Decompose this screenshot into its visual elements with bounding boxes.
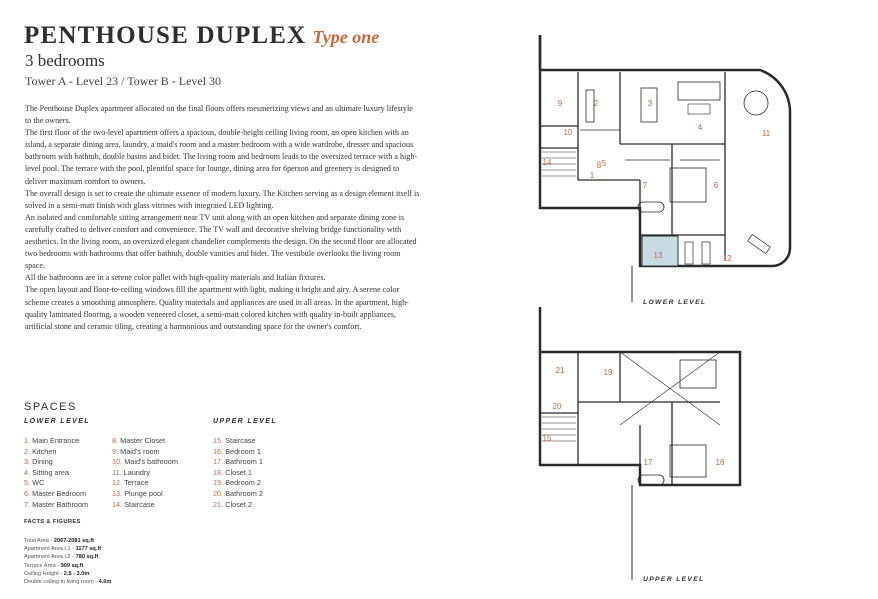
list-item: 18. Closet 1 bbox=[213, 467, 252, 477]
upper-level-list bbox=[213, 436, 263, 510]
room-13: 13 bbox=[653, 251, 663, 260]
fact-item: Ceiling Height - 2.5 - 3.0m bbox=[24, 570, 90, 577]
room-19: 19 bbox=[603, 368, 613, 377]
room-5: 5 bbox=[601, 159, 607, 168]
description bbox=[25, 103, 420, 333]
lower-level-label: LOWER LEVEL bbox=[643, 299, 707, 306]
list-item: 15. Staircase bbox=[213, 436, 256, 445]
list-item: 3. Dining bbox=[24, 457, 53, 467]
facts-title: FACTS & FIGURES bbox=[24, 519, 81, 525]
description-paragraph: The first floor of the two-level apartment offers a spacious, double-height ceiling living room, an open kitchen with an island, a separate dining area, laundry, a maid's room and a master bedroom with a wide wardrobe, dresser and spacious bathroom with bathtub, double basins and bidet. The living room and bedroom leads to the oversized terrace with a high-level pool. The terrace with the pool, plentiful space for lounge, dining area for 6person and greenery is designed to deliver maximum comfort to owners. bbox=[25, 128, 418, 186]
fact-item: Apartment Area L2 - 780 sq.ft bbox=[24, 554, 99, 561]
upper-level-heading: UPPER LEVEL bbox=[213, 418, 278, 425]
title-main: PENTHOUSE DUPLEX bbox=[24, 22, 307, 49]
list-item: 10. Maid's bathroom bbox=[112, 457, 178, 467]
room-21: 21 bbox=[555, 366, 565, 375]
bedroom-count: 3 bedrooms bbox=[25, 51, 105, 70]
list-item: 7. Master Bathroom bbox=[24, 499, 89, 509]
room-10: 10 bbox=[563, 128, 573, 137]
upper-level-floor-plan bbox=[520, 305, 800, 585]
list-item: 13. Plunge pool bbox=[112, 488, 163, 498]
list-item: 2. Kitchen bbox=[24, 446, 57, 456]
room-20: 20 bbox=[552, 402, 562, 411]
lower-level-list-1 bbox=[24, 436, 88, 510]
fact-item: Terrace Area - 909 sq.ft bbox=[24, 562, 84, 569]
spaces-title: SPACES bbox=[24, 401, 77, 413]
room-12b: 12 bbox=[722, 254, 732, 263]
lower-level-floor-plan bbox=[520, 30, 800, 302]
fact-item: Apartment Area L1 - 1177 sq.ft bbox=[24, 546, 102, 553]
list-item: 12. Terrace bbox=[112, 478, 149, 488]
description-paragraph: The overall design is set to create the ultimate essence of modern luxury. The Kitchen serving as a design element itself is solved in a semi-matt finish with glass vitrines with integrated LED lighting. bbox=[25, 188, 420, 210]
list-item: 21. Closet 2 bbox=[213, 499, 252, 509]
list-item: 1. Main Entrance bbox=[24, 436, 80, 445]
fact-item: Double ceiling in living room - 4.6m bbox=[24, 579, 112, 586]
room-14: 14 bbox=[542, 158, 552, 167]
room-8: 8 bbox=[596, 161, 602, 170]
tower-level: Tower A - Level 23 / Tower B - Level 30 bbox=[25, 74, 222, 88]
title-subtitle: Type one bbox=[312, 27, 380, 47]
description-paragraph: An isolated and comfortable sitting arrangement near TV unit along with an open kitchen and separate dining zone is carefully crafted to deliver comfort and convenience. The TV wall and decorative shelving bridge functionality with aesthetics. In the living room, an oversized elegant chandelier complements the design. On the second floor are allocated two bedrooms with bathrooms that offer bathtub, double vanities and bidet. The vestibule overlooks the living room space. bbox=[25, 212, 417, 271]
list-item: 4. Sitting area bbox=[24, 467, 70, 477]
room-7: 7 bbox=[642, 181, 648, 190]
list-item: 11. Laundry bbox=[112, 467, 151, 477]
list-item: 5. WC bbox=[24, 478, 45, 488]
room-17: 17 bbox=[643, 458, 653, 467]
list-item: 19. Bedroom 2 bbox=[213, 478, 261, 488]
list-item: 14. Staircase bbox=[112, 499, 155, 509]
fact-item: Total Area - 2067-2081 sq.ft bbox=[24, 538, 94, 544]
room-2: 2 bbox=[593, 99, 599, 108]
room-1: 1 bbox=[589, 171, 595, 180]
room-6: 6 bbox=[713, 181, 719, 190]
list-item: 16. Bedroom 1 bbox=[213, 446, 261, 456]
room-15: 15 bbox=[542, 434, 552, 443]
lower-level-list-2 bbox=[112, 436, 178, 510]
description-paragraph: The open layout and floor-to-ceiling windows fill the apartment with light, making it bright and airy. A serene color scheme creates a smoothing atmosphere. Quality materials and appliances are used in all areas. In the apartment, high-quality laminated flooring, a wooden veneered closet, a semi-matt colored kitchen with quality in-built appliances, artificial stone and ceramic tiling, creating a harmonious and outstanding space for the owner's comfort. bbox=[25, 285, 409, 331]
description-paragraph: All the bathrooms are in a serene color pallet with high-quality materials and Italian fixtures. bbox=[25, 273, 326, 283]
list-item: 17. Bathroom 1 bbox=[213, 457, 263, 467]
list-item: 8. Master Closet bbox=[112, 436, 166, 445]
upper-level-label: UPPER LEVEL bbox=[643, 576, 705, 583]
list-item: 20. Bathroom 2 bbox=[213, 488, 263, 498]
page-title bbox=[24, 22, 379, 50]
description-paragraph: The Penthouse Duplex apartment allocated on the final floors offers mesmerizing views and an ultimate luxury lifestyle to the owners. bbox=[25, 104, 413, 126]
facts-list bbox=[24, 537, 111, 586]
room-4: 4 bbox=[697, 123, 703, 132]
lower-level-heading: LOWER LEVEL bbox=[24, 418, 90, 425]
room-12: 11 bbox=[761, 129, 771, 138]
room-3: 3 bbox=[647, 99, 653, 108]
list-item: 9. Maid's room bbox=[112, 446, 160, 456]
room-16: 16 bbox=[715, 458, 725, 467]
room-9: 9 bbox=[557, 99, 563, 108]
list-item: 6. Master Bedroom bbox=[24, 488, 87, 498]
